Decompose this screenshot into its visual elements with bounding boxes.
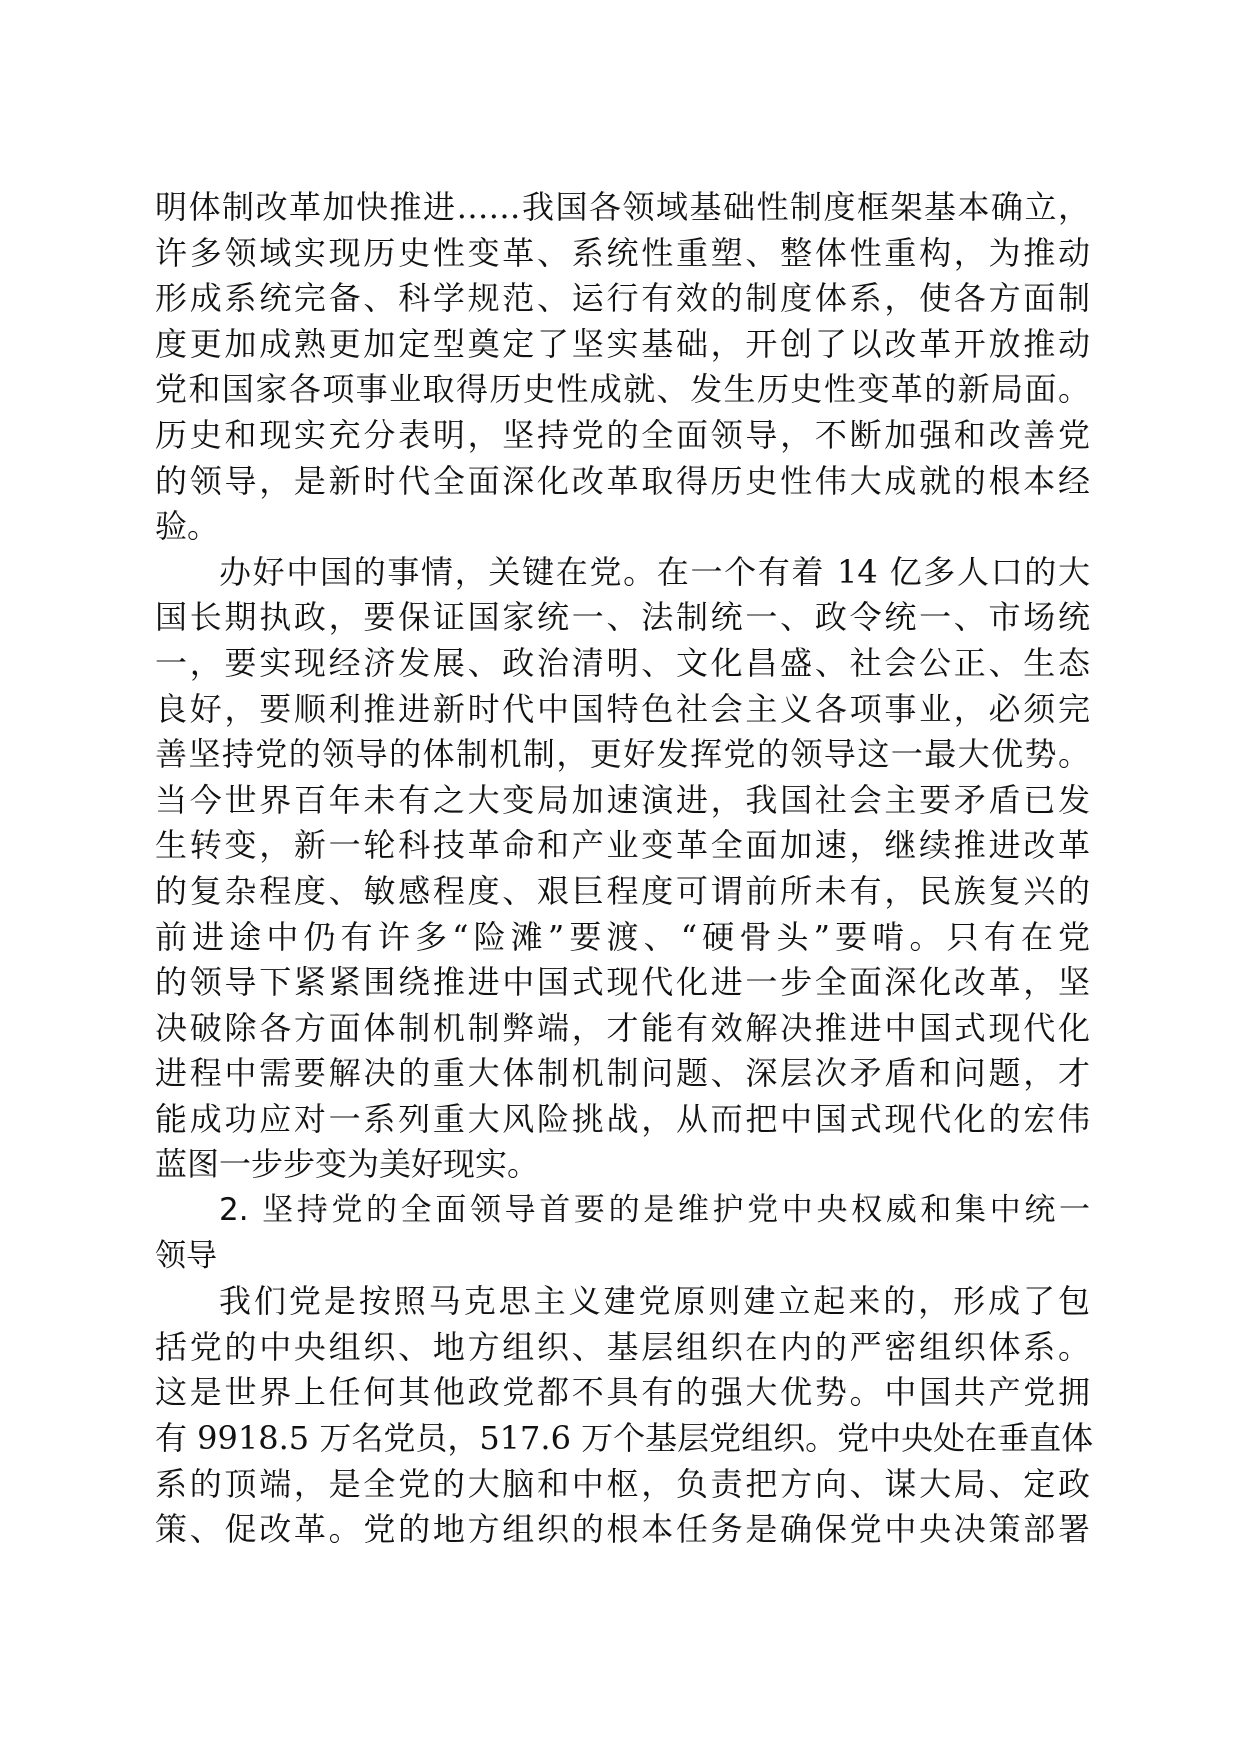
section-heading: [155, 1188, 1090, 1279]
text-line: 许多领域实现历史性变革、系统性重塑、整体性重构，为推动: [155, 233, 1090, 272]
text-line: 系的顶端，是全党的大脑和中枢，负责把方向、谋大局、定政: [155, 1464, 1090, 1503]
text-line: 决破除各方面体制机制弊端，才能有效解决推进中国式现代化: [155, 1008, 1090, 1047]
text-line: 当今世界百年未有之大变局加速演进，我国社会主要矛盾已发: [155, 780, 1090, 819]
text-line: 有 9918.5 万名党员，517.6 万个基层党组织。党中央处在垂直体: [155, 1419, 1094, 1458]
text-line: 国长期执政，要保证国家统一、法制统一、政令统一、市场统: [155, 598, 1090, 637]
document-body: [155, 185, 1094, 1553]
text-line: 的领导，是新时代全面深化改革取得历史性伟大成就的根本经: [155, 461, 1090, 500]
text-line: 我们党是按照马克思主义建党原则建立起来的，形成了包: [219, 1282, 1090, 1321]
text-line: 括党的中央组织、地方组织、基层组织在内的严密组织体系。: [155, 1327, 1090, 1366]
text-line: 办好中国的事情，关键在党。在一个有着 14 亿多人口的大: [219, 552, 1090, 591]
text-line: 生转变，新一轮科技革命和产业变革全面加速，继续推进改革: [155, 826, 1090, 865]
text-line: 策、促改革。党的地方组织的根本任务是确保党中央决策部署: [155, 1510, 1090, 1549]
heading-line: 领导: [155, 1237, 217, 1274]
text-line: 能成功应对一系列重大风险挑战，从而把中国式现代化的宏伟: [155, 1099, 1090, 1138]
text-line: 党和国家各项事业取得历史性成就、发生历史性变革的新局面。: [155, 370, 1090, 409]
text-line: 度更加成熟更加定型奠定了坚实基础，开创了以改革开放推动: [155, 324, 1090, 363]
text-line: 的复杂程度、敏感程度、艰巨程度可谓前所未有，民族复兴的: [155, 871, 1090, 910]
text-line: 一，要实现经济发展、政治清明、文化昌盛、社会公正、生态: [155, 643, 1090, 682]
text-line: 善坚持党的领导的体制机制，更好发挥党的领导这一最大优势。: [155, 735, 1090, 774]
text-line: 历史和现实充分表明，坚持党的全面领导，不断加强和改善党: [155, 415, 1090, 454]
heading-line: 2. 坚持党的全面领导首要的是维护党中央权威和集中统一: [219, 1192, 1090, 1229]
text-line: 前进途中仍有许多“险滩”要渡、“硬骨头”要啃。只有在党: [155, 917, 1090, 956]
text-line: 良好，要顺利推进新时代中国特色社会主义各项事业，必须完: [155, 689, 1090, 728]
paragraph-3: [155, 1279, 1094, 1553]
paragraph-2: [155, 550, 1090, 1188]
text-line: 这是世界上任何其他政党都不具有的强大优势。中国共产党拥: [155, 1373, 1090, 1412]
text-line: 的领导下紧紧围绕推进中国式现代化进一步全面深化改革，坚: [155, 963, 1090, 1002]
paragraph-1: [155, 185, 1090, 550]
text-line: 明体制改革加快推进……我国各领域基础性制度框架基本确立，: [155, 188, 1090, 226]
text-line: 形成系统完备、科学规范、运行有效的制度体系，使各方面制: [155, 279, 1090, 318]
text-line: 蓝图一步步变为美好现实。: [155, 1145, 540, 1184]
text-line: 验。: [155, 507, 220, 546]
text-line: 进程中需要解决的重大体制机制问题、深层次矛盾和问题，才: [155, 1054, 1090, 1093]
